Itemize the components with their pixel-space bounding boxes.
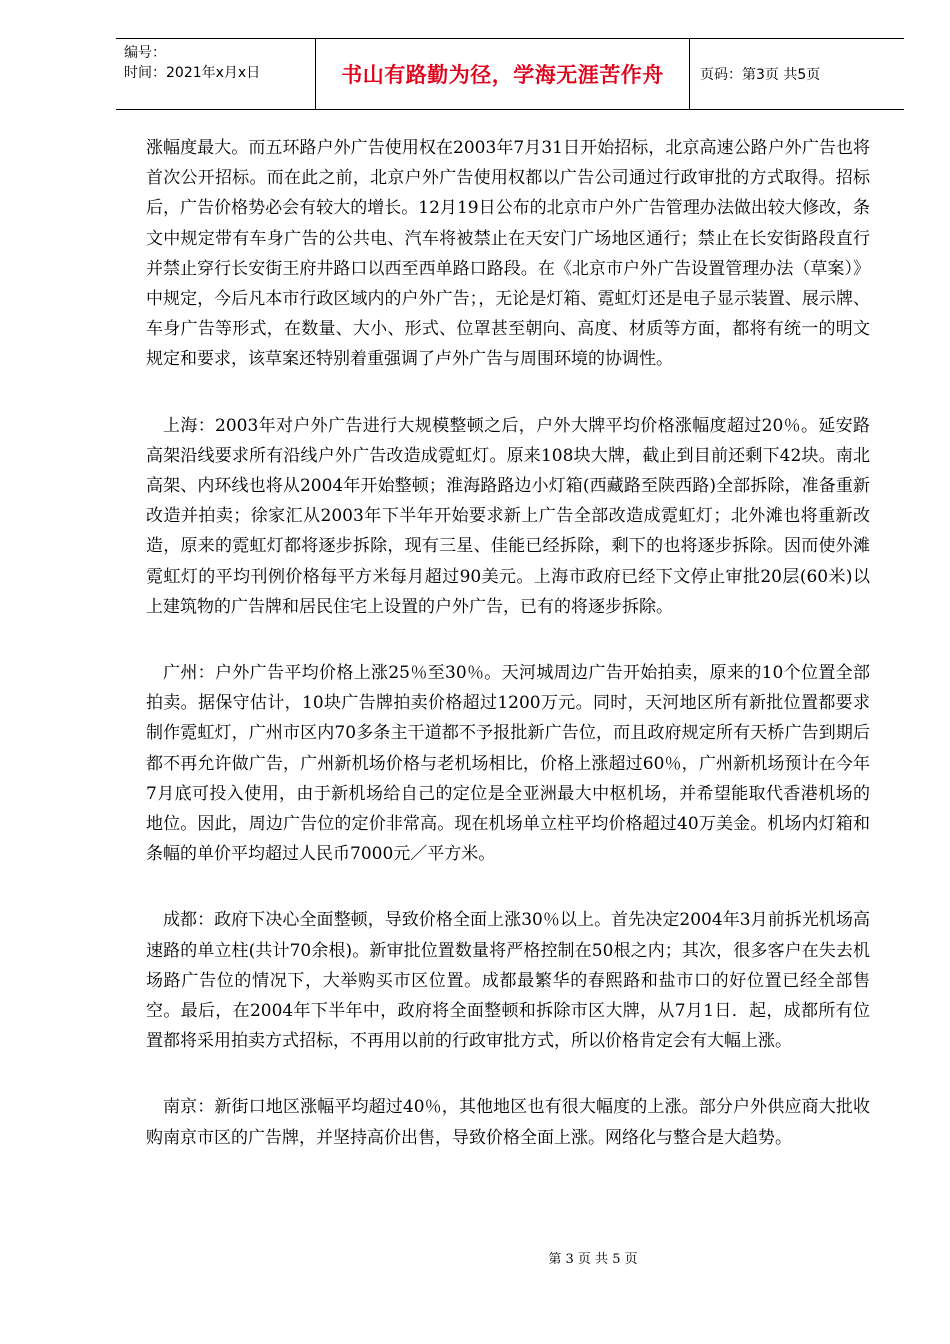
paragraph-guangzhou: 广州：户外广告平均价格上涨25％至30％。天河城周边广告开始拍卖，原来的10个位置全部拍卖。据保守估计，10块广告牌拍卖价格超过1200万元。同时，天河地区所有新批位置都要求制作霓虹灯，广州市区内70多条主干道都不予报批新广告位，而且政府规定所有天桥广告到期后都不再允许做广告，广州新机场价格与老机场相比，价格上涨超过60％，广州新机场预计在今年7月底可投入使用，由于新机场给自己的定位是全亚洲最大中枢机场，并希望能取代香港机场的地位。因此，周边广告位的定价非常高。现在机场单立柱平均价格超过40万美金。机场内灯箱和条幅的单价平均超过人民币7000元／平方米。 [146,663,870,865]
page-header [116,38,904,110]
header-meta [116,39,316,109]
paragraph-beijing: 涨幅度最大。而五环路户外广告使用权在2003年7月31日开始招标，北京高速公路户外广告也将首次公开招标。而在此之前，北京户外广告使用权都以广告公司通过行政审批的方式取得。招标后，广告价格势必会有较大的增长。12月19日公布的北京市户外广告管理办法做出较大修改，条文中规定带有车身广告的公共电、汽车将被禁止在天安门广场地区通行；禁止在长安街路段直行并禁止穿行长安街王府井路口以西至西单路口路段。在《北京市户外广告设置管理办法（草案）》中规定，今后凡本市行政区域内的户外广告；，无论是灯箱、霓虹灯还是电子显示装置、展示牌、车身广告等形式，在数量、大小、形式、位罩甚至朝向、高度、材质等方面，都将有统一的明文规定和要求，该草案还特别着重强调了卢外广告与周围环境的协调性。 [146,138,870,370]
number-label: 编号： [124,45,166,61]
page-info: 页码：第3页 共5页 [700,67,821,83]
paragraph-shanghai: 上海：2003年对户外广告进行大规模整顿之后，户外大牌平均价格涨幅度超过20％。延安路高架沿线要求所有沿线户外广告改造成霓虹灯。原来108块大牌，截止到目前还剩下42块。南北高架、内环线也将从2004年开始整顿；淮海路路边小灯箱(西藏路至陕西路)全部拆除，准备重新改造并拍卖；徐家汇从2003年下半年开始要求新上广告全部改造成霓虹灯；北外滩也将重新改造，原来的霓虹灯都将逐步拆除，现有三星、佳能已经拆除，剩下的也将逐步拆除。因而使外滩霓虹灯的平均刊例价格每平方米每月超过90美元。上海市政府已经下文停止审批20层(60米)以上建筑物的广告牌和居民住宅上设置的户外广告，已有的将逐步拆除。 [146,415,870,617]
document-body [146,133,870,1189]
paragraph-nanjing: 南京：新街口地区涨幅平均超过40％，其他地区也有很大幅度的上涨。部分户外供应商大批收购南京市区的广告牌，并坚持高价出售，导致价格全面上涨。网络化与整合是大趋势。 [146,1097,870,1148]
paragraph-chengdu: 成都：政府下决心全面整顿，导致价格全面上涨30％以上。首先决定2004年3月前拆光机场高速路的单立柱(共计70余根)。新审批位置数量将严格控制在50根之内；其次，很多客户在失去机场路广告位的情况下，大举购买市区位置。成都最繁华的春熙路和盐市口的好位置已经全部售空。最后，在2004年下半年中，政府将全面整顿和拆除市区大牌，从7月1日．起，成都所有位置都将采用拍卖方式招标，不再用以前的行政审批方式，所以价格肯定会有大幅上涨。 [146,910,870,1052]
header-page-cell [690,39,904,109]
motto-text: 书山有路勤为径，学海无涯苦作舟 [341,63,664,87]
time-label: 时间：2021年x月x日 [124,65,261,81]
page-footer: 第 3 页 共 5 页 [548,1252,638,1267]
header-motto-cell [316,39,690,109]
